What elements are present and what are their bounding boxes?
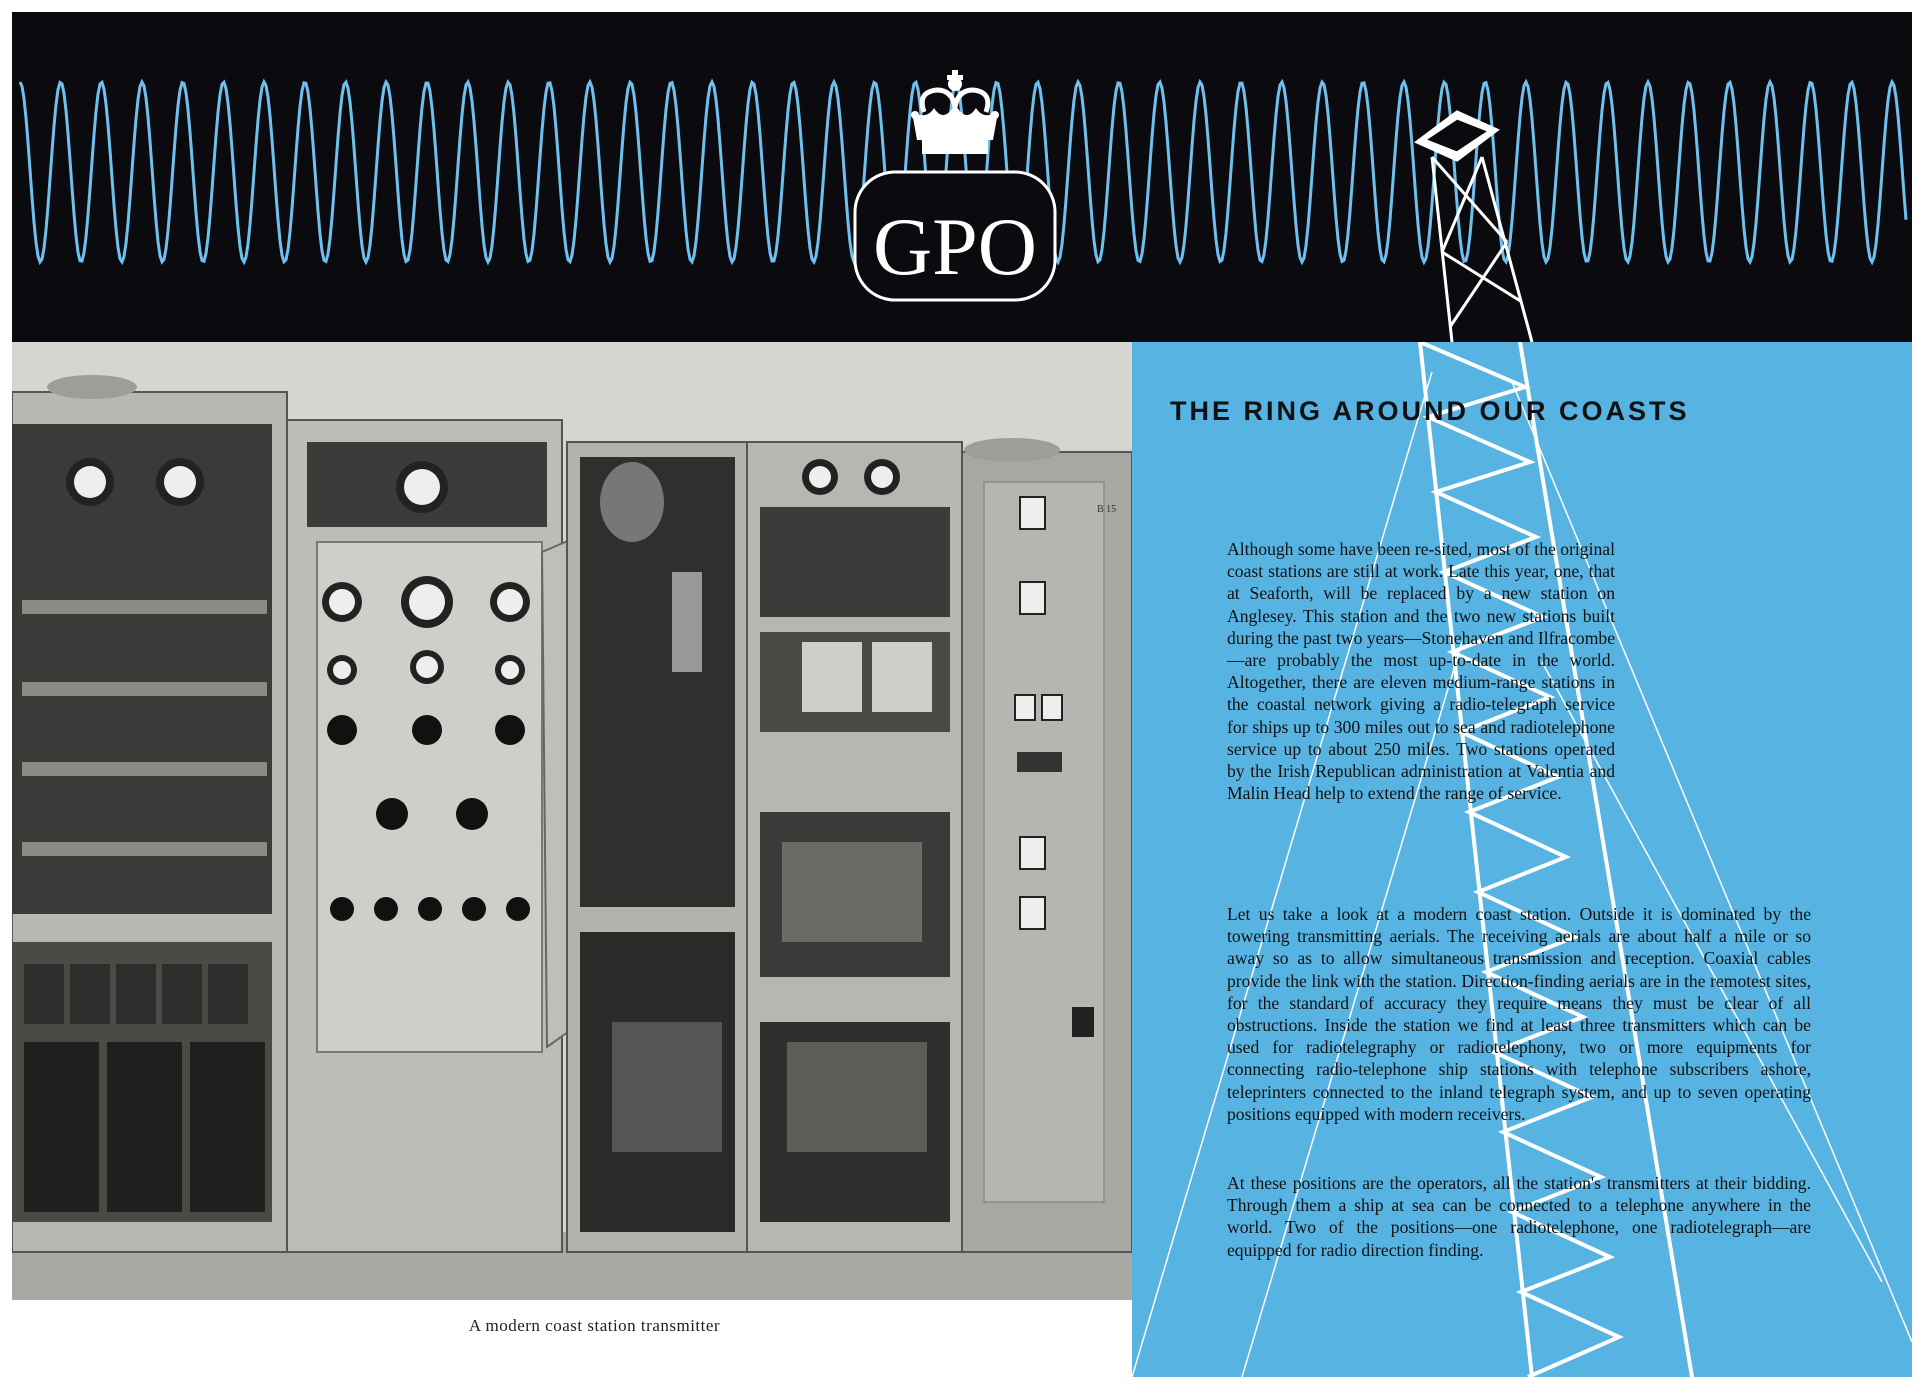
logo-text: GPO bbox=[872, 201, 1038, 292]
article-paragraph-3: At these positions are the operators, all the station's transmitters at their bidding. Through them a ship at sea can be connected to a telephone anywhere in the world. Two of the positions—one radiotelephone, one radiotelegraph—are equipped for radio direction finding. bbox=[1227, 1173, 1811, 1260]
transmitter-illustration bbox=[12, 342, 1132, 1300]
article-heading: THE RING AROUND OUR COASTS bbox=[1170, 396, 1690, 426]
crown-icon bbox=[911, 70, 999, 154]
gpo-logo bbox=[855, 172, 1055, 300]
transmitter-photo bbox=[12, 342, 1132, 1300]
article-paragraph-1: Although some have been re-sited, most of the original coast stations are still at work. Late this year, one, that at Seaforth, will be replaced by a new station on Anglesey. This station and the two new stations built during the past two years—Stonehaven and Ilfracombe—are probably the most up-to-date in the world. Altogether, there are eleven medium-range stations in the coastal network giving a radio-telegraph service for ships up to 300 miles out to sea and radiotelephone service up to about 250 miles. Two stations operated by the Irish Republican administration at Valentia and Malin Head help to extend the range of service. bbox=[1227, 539, 1615, 804]
banner-graphic bbox=[12, 12, 1912, 342]
tower-top bbox=[1417, 112, 1532, 342]
article-paragraph-2: Let us take a look at a modern coast station. Outside it is dominated by the towering transmitting aerials. The receiving aerials are about half a mile or so away so as to allow simultaneous transmission and reception. Coaxial cables provide the link with the station. Direction-finding aerials are in the remotest sites, for the standard of accuracy they require means they must be clear of all obstructions. Inside the station we find at least three transmitters which can be used for radiotelegraphy or radiotelephony, two or more equipments for connecting radio-telephone ship stations with telephone subscribers ashore, teleprinters connected to the inland telegraph system, and up to seven operating positions equipped with modern receivers. bbox=[1227, 904, 1811, 1124]
photo-caption: A modern coast station transmitter bbox=[468, 1316, 721, 1335]
header-banner bbox=[12, 12, 1912, 342]
cabinet-label: B 15 bbox=[1097, 504, 1117, 515]
